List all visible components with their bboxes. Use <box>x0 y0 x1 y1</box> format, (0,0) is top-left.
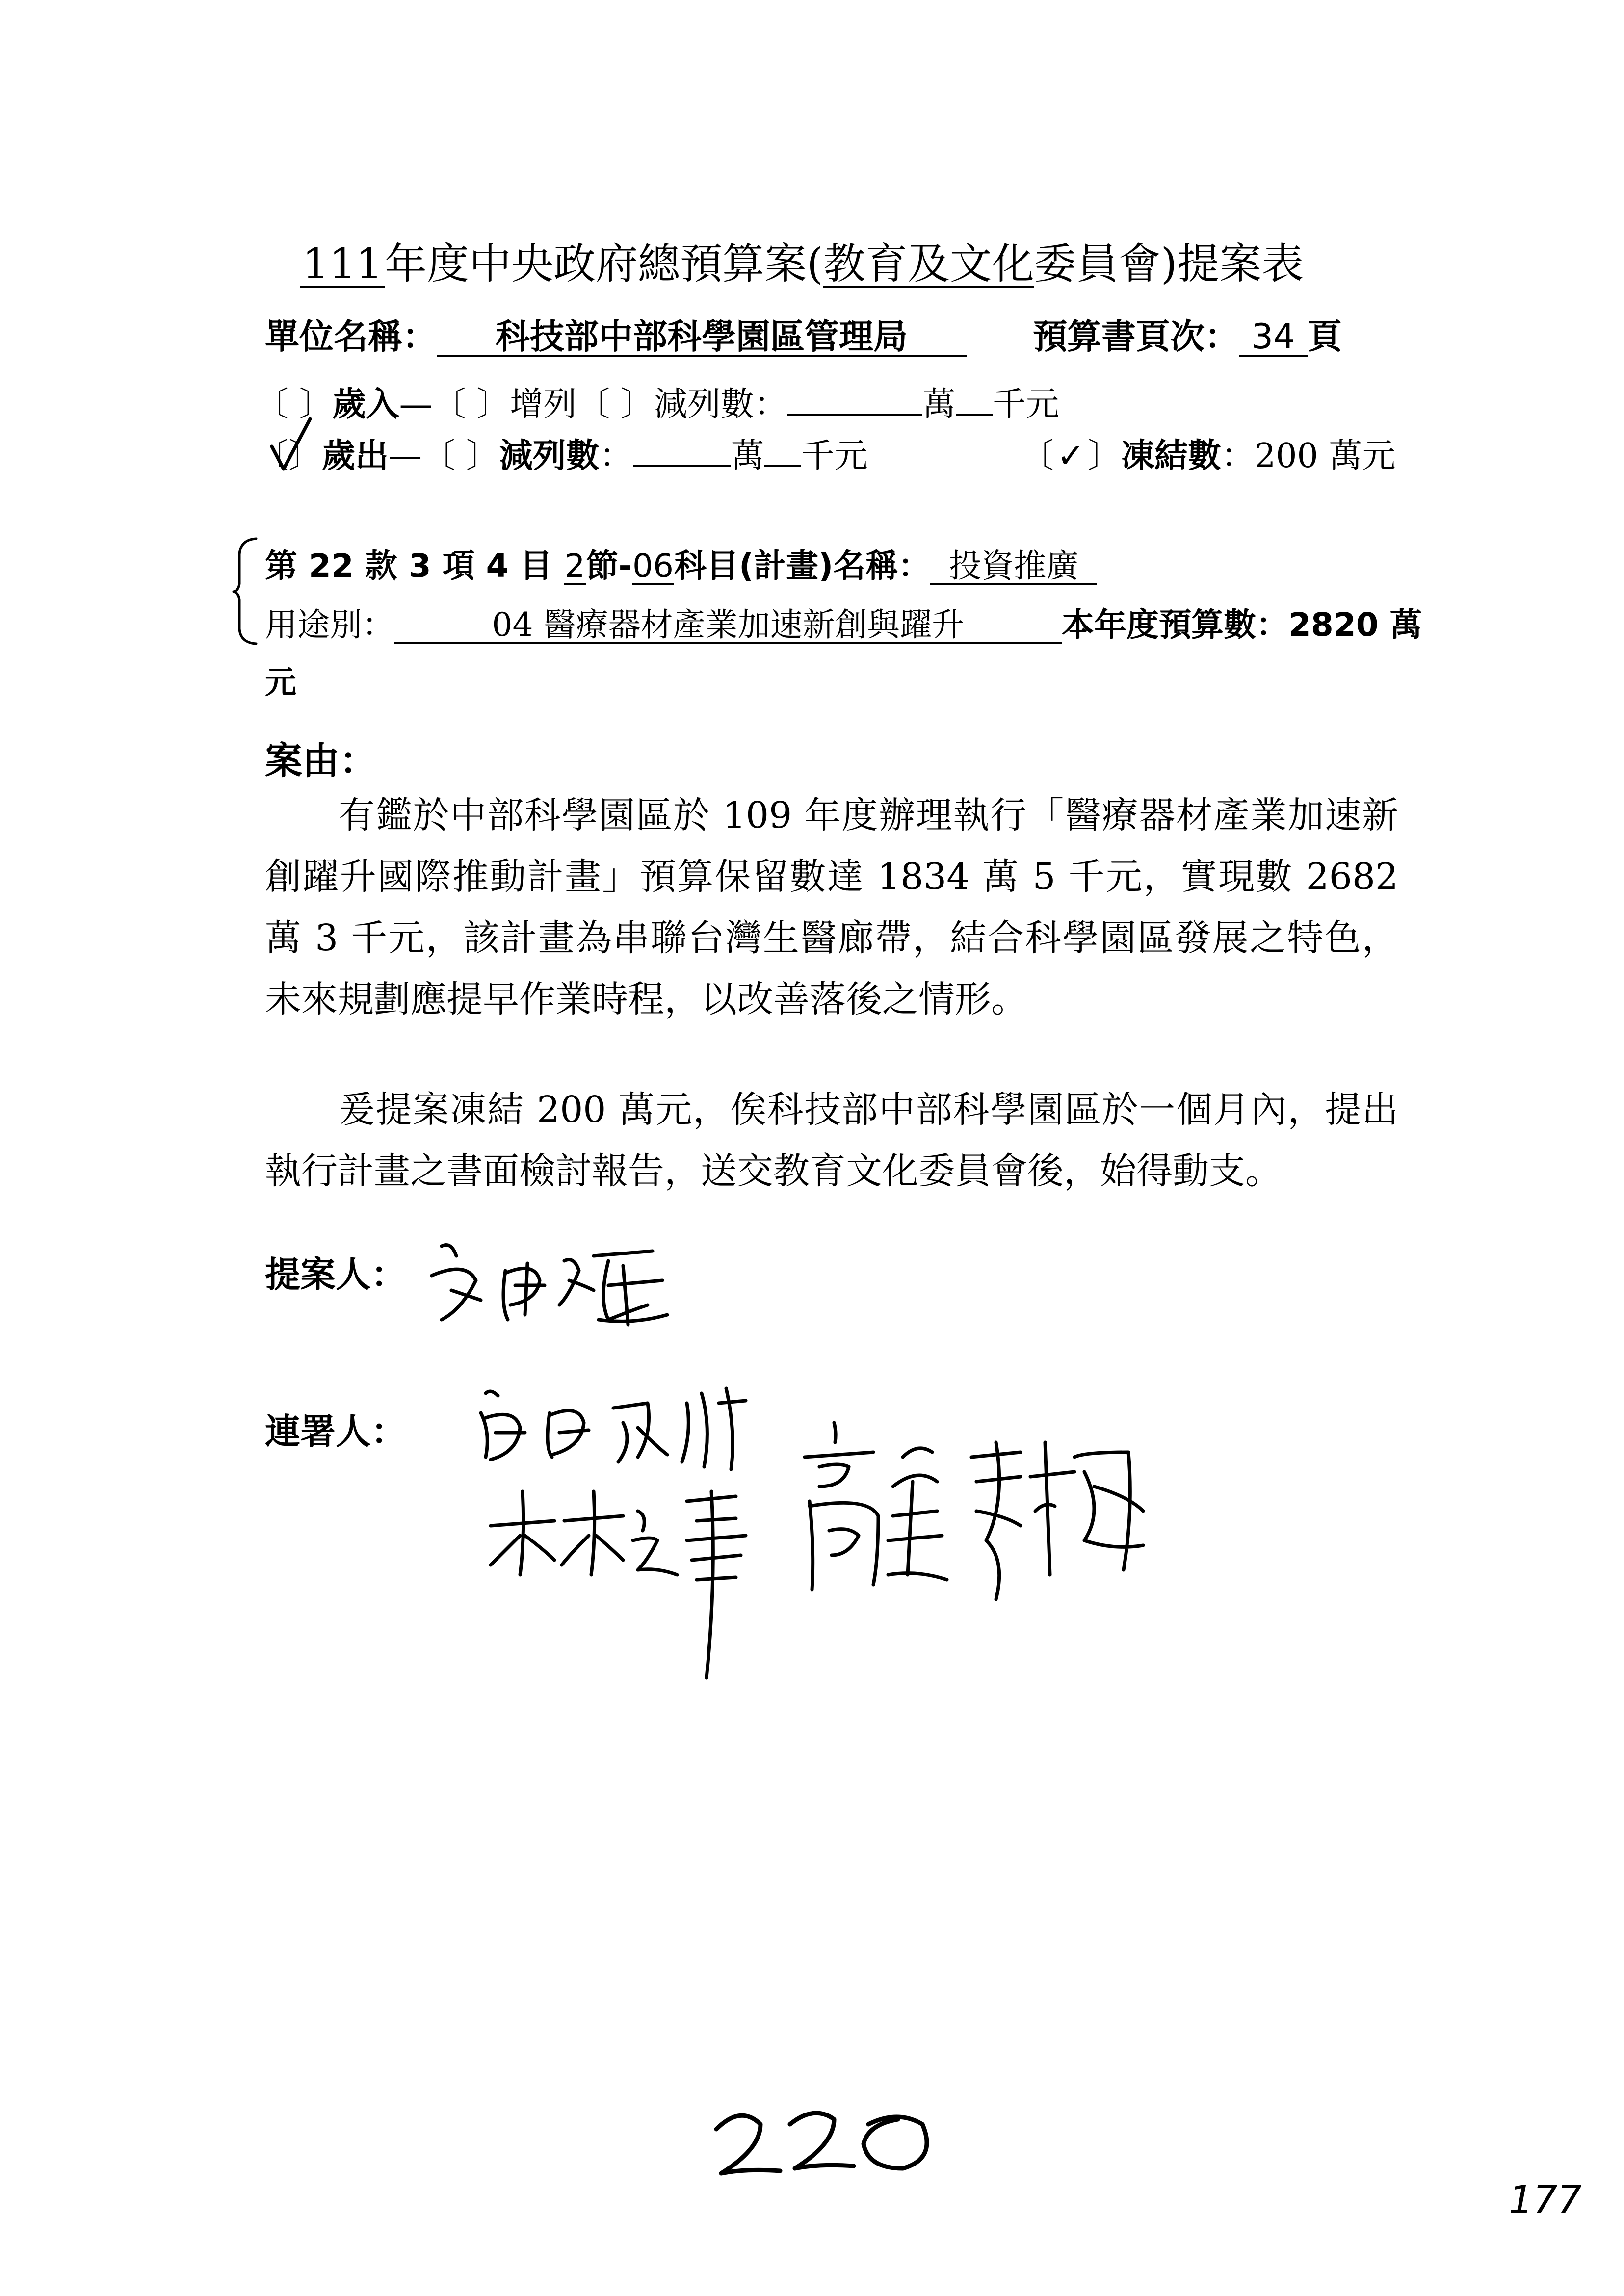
page-ref-label: 預算書頁次： <box>1033 316 1239 357</box>
revenue-qian: 千元 <box>992 385 1059 424</box>
page-number-digit-2 <box>790 2113 854 2168</box>
item-subject-label: 科目(計畫)名稱： <box>674 547 931 585</box>
cosigner-signature-2 <box>481 1482 756 1688</box>
cosigner-1-stroke-3 <box>613 1403 667 1462</box>
page-ref <box>1033 309 1342 359</box>
expenditure-checkbox-open: 〔 <box>255 437 289 475</box>
reason-paragraph-2: 爰提案凍結 200 萬元，俟科技部中部科學園區於一個月內，提出執行計畫之書面檢討報告，送交教育文化委員會後，始得動支。 <box>265 1089 1398 1192</box>
cosigner-3-stroke-4 <box>1030 1442 1143 1575</box>
proposer-sig-stroke-2 <box>503 1263 545 1320</box>
revenue-qian-blank <box>956 382 993 416</box>
reason-title: 案由： <box>265 739 377 783</box>
expenditure-label: 歲出 <box>322 437 389 475</box>
title-committee: 教育及文化 <box>823 239 1034 288</box>
cosigner-1-stroke-1 <box>481 1391 525 1460</box>
unit-label: 單位名稱： <box>265 316 437 357</box>
freeze-option <box>1021 429 1395 477</box>
page-ref-value: 34 <box>1239 319 1308 357</box>
cosigner-signature-1 <box>471 1374 765 1472</box>
cosigner-3-stroke-2 <box>888 1448 947 1580</box>
cosigner-1-stroke-4 <box>682 1388 746 1469</box>
reduce-wan: 萬 <box>731 437 764 475</box>
proposer-signature <box>422 1226 677 1334</box>
corner-page-number: 177 <box>1509 2178 1582 2222</box>
unit-value: 科技部中部科學園區管理局 <box>437 319 967 357</box>
budget-tail: 元 <box>265 665 296 701</box>
reason-paragraph-1: 有鑑於中部科學園區於 109 年度辦理執行「醫療器材產業加速新創躍升國際推動計畫」預算保留數達 1834 萬 5 千元，實現數 2682 萬 3 千元，該計畫為串聯台灣生醫廊帶，結合科學園區發展之特色，未來規劃應提早作業時程，以改善落後之情形。 <box>265 794 1398 1020</box>
title-year: 111 <box>300 242 385 288</box>
use-label: 用途別： <box>265 606 394 644</box>
expenditure-checkbox-close: 〕 <box>288 437 322 475</box>
budget-label: 本年度預算數：2820 萬 <box>1062 606 1422 644</box>
reduce-label: 減列數 <box>499 437 600 475</box>
cosigner-2-stroke-4 <box>687 1491 746 1678</box>
page-number-digit-3 <box>864 2117 927 2168</box>
item-section-suffix: 節- <box>586 547 632 585</box>
revenue-wan: 萬 <box>922 385 956 424</box>
freeze-label: 凍結數 <box>1121 437 1222 475</box>
title-main: 年度中央政府總預算案( <box>385 239 823 288</box>
cosigner-3-stroke-3 <box>971 1442 1021 1599</box>
revenue-row <box>255 378 1059 425</box>
freeze-value: ：200 萬元 <box>1221 437 1396 475</box>
freeze-check-icon: ✓ <box>1057 437 1085 475</box>
reduce-wan-blank <box>633 433 731 467</box>
cosigner-1-stroke-2 <box>548 1410 589 1457</box>
expenditure-check-icon <box>269 416 313 475</box>
expenditure-row <box>255 429 868 477</box>
document-title <box>300 230 1304 290</box>
freeze-checkbox-open: 〔 <box>1021 437 1054 475</box>
item-subject-name: 投資推廣 <box>930 549 1097 585</box>
revenue-options: —〔 〕增列〔 〕減列數： <box>399 385 787 424</box>
proposer-sig-stroke-3 <box>559 1251 667 1325</box>
page-ref-suffix: 頁 <box>1308 316 1342 357</box>
cosigner-2-stroke-1 <box>491 1491 554 1575</box>
cosigner-label: 連署人： <box>265 1411 407 1452</box>
proposer-label: 提案人： <box>265 1254 407 1295</box>
item-line-a <box>265 540 1097 586</box>
item-prefix: 第 22 款 3 項 4 目 <box>265 547 564 585</box>
page-number-digit-1 <box>716 2115 780 2173</box>
proposer-sig-stroke-1 <box>432 1245 481 1320</box>
use-value: 04 醫療器材產業加速新創與躍升 <box>394 608 1062 644</box>
cosigner-3-stroke-1 <box>805 1423 878 1590</box>
cosigner-2-stroke-2 <box>562 1491 623 1575</box>
item-subject-no: 06 <box>632 547 674 585</box>
freeze-checkbox-close: 〕 <box>1088 437 1122 475</box>
item-line-b <box>265 599 1422 645</box>
expenditure-check-stroke <box>272 419 310 469</box>
cosigner-2-stroke-3 <box>633 1511 677 1575</box>
item-bracket-stroke <box>234 539 256 644</box>
revenue-wan-blank <box>787 382 922 416</box>
handwritten-page-number <box>707 2105 942 2193</box>
unit-row <box>265 309 967 359</box>
title-end: 委員會)提案表 <box>1034 239 1304 288</box>
item-bracket <box>231 535 260 648</box>
reduce-qian: 千元 <box>801 437 868 475</box>
reduce-colon: ： <box>599 437 633 475</box>
revenue-label: 歲入 <box>332 385 399 424</box>
reduce-qian-blank <box>764 433 801 467</box>
item-section: 2 <box>564 547 585 585</box>
expenditure-dash: —〔 〕 <box>389 437 499 475</box>
cosigner-signature-3 <box>790 1413 1163 1619</box>
revenue-checkbox: 〔 〕 <box>255 385 333 424</box>
